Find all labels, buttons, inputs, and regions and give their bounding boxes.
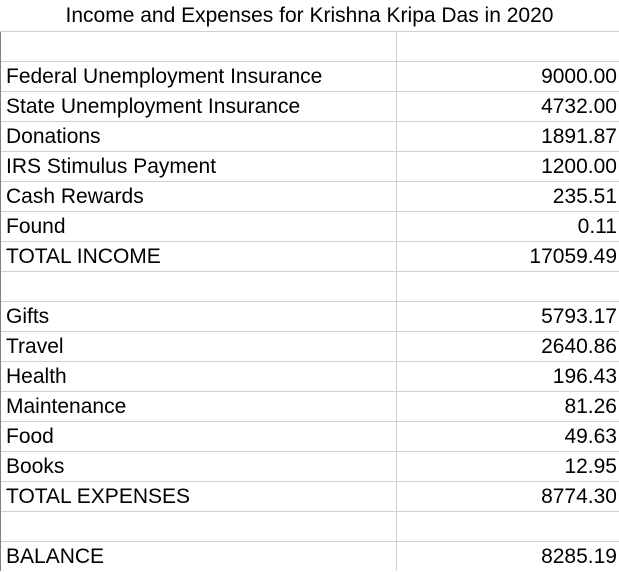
- expense-label-cell[interactable]: Gifts: [0, 302, 397, 332]
- blank-cell[interactable]: [0, 272, 397, 302]
- total-expenses-value-cell[interactable]: 8774.30: [541, 485, 617, 508]
- expense-row: [0, 362, 619, 392]
- income-label-cell[interactable]: IRS Stimulus Payment: [0, 152, 397, 182]
- income-value-cell[interactable]: 1200.00: [541, 155, 617, 178]
- blank-row: [0, 32, 619, 62]
- income-label-cell[interactable]: Cash Rewards: [0, 182, 397, 212]
- expense-label-cell[interactable]: Food: [0, 422, 397, 452]
- blank-cell[interactable]: [397, 512, 619, 542]
- expense-row: [0, 422, 619, 452]
- income-value-cell[interactable]: 4732.00: [541, 95, 617, 118]
- income-row: [0, 182, 619, 212]
- blank-cell[interactable]: [0, 32, 397, 62]
- income-value-cell[interactable]: 235.51: [552, 185, 617, 208]
- income-row: [0, 212, 619, 242]
- income-label-cell[interactable]: Federal Unemployment Insurance: [0, 62, 397, 92]
- expense-row: [0, 332, 619, 362]
- blank-row: [0, 272, 619, 302]
- expense-value-cell[interactable]: 49.63: [564, 425, 617, 448]
- expense-row: [0, 302, 619, 332]
- blank-row: [0, 512, 619, 542]
- expense-value-cell[interactable]: 81.26: [564, 395, 617, 418]
- income-row: [0, 92, 619, 122]
- income-row: [0, 152, 619, 182]
- expense-value-cell[interactable]: 2640.86: [541, 335, 617, 358]
- blank-cell[interactable]: [397, 32, 619, 62]
- expense-value-cell[interactable]: 12.95: [564, 455, 617, 478]
- balance-value-cell[interactable]: 8285.19: [541, 545, 617, 568]
- balance-row: [0, 542, 619, 571]
- expense-row: [0, 452, 619, 482]
- income-label-cell[interactable]: Found: [0, 212, 397, 242]
- income-label-cell[interactable]: Donations: [0, 122, 397, 152]
- sheet-title[interactable]: Income and Expenses for Krishna Kripa Das in 2020: [0, 0, 619, 32]
- income-row: [0, 122, 619, 152]
- income-value-cell[interactable]: 1891.87: [541, 125, 617, 148]
- expense-value-cell[interactable]: 196.43: [552, 365, 617, 388]
- income-value-cell[interactable]: 9000.00: [541, 65, 617, 88]
- income-label-cell[interactable]: State Unemployment Insurance: [0, 92, 397, 122]
- expense-label-cell[interactable]: Health: [0, 362, 397, 392]
- blank-cell[interactable]: [397, 272, 619, 302]
- expense-row: [0, 392, 619, 422]
- total-income-row: [0, 242, 619, 272]
- total-expenses-label-cell[interactable]: TOTAL EXPENSES: [0, 482, 397, 512]
- expense-label-cell[interactable]: Travel: [0, 332, 397, 362]
- income-row: [0, 62, 619, 92]
- balance-label-cell[interactable]: BALANCE: [0, 542, 397, 571]
- expense-value-cell[interactable]: 5793.17: [541, 305, 617, 328]
- total-income-value-cell[interactable]: 17059.49: [529, 245, 617, 268]
- blank-cell[interactable]: [0, 512, 397, 542]
- total-income-label-cell[interactable]: TOTAL INCOME: [0, 242, 397, 272]
- expense-label-cell[interactable]: Books: [0, 452, 397, 482]
- total-expenses-row: [0, 482, 619, 512]
- expense-label-cell[interactable]: Maintenance: [0, 392, 397, 422]
- income-value-cell[interactable]: 0.11: [577, 215, 617, 238]
